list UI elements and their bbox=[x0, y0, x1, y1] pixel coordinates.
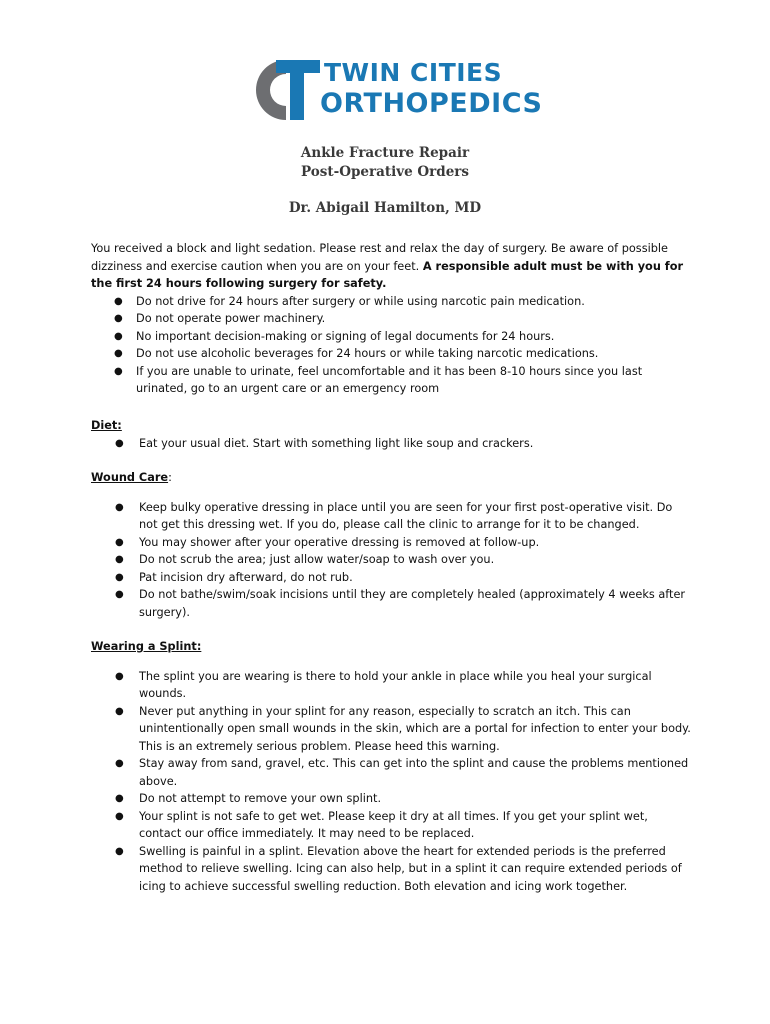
intro-bullet-list bbox=[91, 293, 691, 398]
bullet-icon: ● bbox=[115, 845, 124, 857]
bullet-icon: ● bbox=[115, 758, 124, 769]
doctor-name: Dr. Abigail Hamilton, MD bbox=[288, 200, 482, 216]
list-item-text: Your splint is not safe to get wet. Please keep it dry at all times. If you get your splint wet, contact our office immediately. It may need to be replaced. bbox=[139, 809, 648, 840]
list-item-text: Keep bulky operative dressing in place until you are seen for your first post-operative visit. Do not get this dressing wet. If you do, please call the clinic to arrange for it to be changed. bbox=[139, 500, 673, 531]
splint-bullet-list bbox=[91, 668, 691, 896]
bullet-icon: ● bbox=[114, 330, 123, 342]
diet-section bbox=[91, 417, 691, 452]
list-item bbox=[91, 790, 691, 808]
intro-section bbox=[91, 240, 691, 398]
logo-mark-icon bbox=[252, 58, 322, 122]
document-title: Ankle Fracture Repair bbox=[300, 145, 470, 161]
list-item-text: Stay away from sand, gravel, etc. This can get into the splint and cause the problems mentioned above. bbox=[139, 757, 689, 788]
list-item bbox=[91, 534, 691, 552]
logo-text-line2: ORTHOPEDICS bbox=[320, 88, 543, 119]
list-item bbox=[91, 703, 691, 756]
list-item bbox=[91, 499, 691, 534]
list-item-text: The splint you are wearing is there to hold your ankle in place while you heal your surgical wounds. bbox=[139, 669, 652, 700]
list-item-text: If you are unable to urinate, feel uncomfortable and it has been 8-10 hours since you last urinated, go to an urgent care or an emergency room bbox=[136, 364, 643, 395]
wound-care-section bbox=[91, 469, 691, 621]
bullet-icon: ● bbox=[115, 705, 124, 717]
list-item-text: Swelling is painful in a splint. Elevation above the heart for extended periods is the preferred method to relieve swelling. Icing can also help, but in a splint it can require extended periods of icing to achieve successful swelling reduction. Both elevation and icing work together. bbox=[139, 844, 682, 893]
logo-text-line1: TWIN CITIES bbox=[324, 58, 503, 87]
twin-cities-orthopedics-logo bbox=[252, 58, 543, 122]
wound-care-heading-colon: : bbox=[168, 471, 172, 484]
list-item-text: Do not operate power machinery. bbox=[136, 312, 326, 325]
list-item-text: Do not scrub the area; just allow water/soap to wash over you. bbox=[139, 553, 495, 566]
list-item bbox=[91, 843, 691, 896]
intro-text: You received a block and light sedation. Please rest and relax the day of surgery. Be aware of possible dizziness and exercise caution when you are on your feet. bbox=[91, 242, 668, 273]
list-item-text: Do not use alcoholic beverages for 24 hours or while taking narcotic medications. bbox=[136, 347, 599, 360]
bullet-icon: ● bbox=[115, 589, 124, 600]
bullet-icon: ● bbox=[114, 365, 123, 377]
list-item-text: Do not bathe/swim/soak incisions until they are completely healed (approximately 4 weeks after surgery). bbox=[139, 588, 686, 619]
wound-care-bullet-list bbox=[91, 499, 691, 622]
spacer bbox=[91, 656, 691, 668]
list-item-text: You may shower after your operative dressing is removed at follow-up. bbox=[139, 535, 540, 549]
list-item bbox=[91, 328, 691, 346]
bullet-icon: ● bbox=[115, 670, 124, 682]
list-item bbox=[91, 668, 691, 703]
bullet-icon: ● bbox=[115, 501, 124, 513]
list-item-text: Pat incision dry afterward, do not rub. bbox=[139, 570, 353, 584]
diet-heading: Diet: bbox=[91, 419, 122, 432]
spacer bbox=[91, 487, 691, 499]
list-item bbox=[91, 435, 691, 453]
list-item bbox=[91, 808, 691, 843]
list-item bbox=[91, 293, 691, 311]
list-item-text: Do not attempt to remove your own splint. bbox=[139, 792, 382, 805]
document-subtitle: Post-Operative Orders bbox=[301, 164, 469, 180]
wound-care-heading-text: Wound Care bbox=[91, 471, 169, 484]
list-item-text: No important decision-making or signing of legal documents for 24 hours. bbox=[136, 329, 555, 343]
bullet-icon: ● bbox=[114, 348, 123, 359]
list-item bbox=[91, 586, 691, 621]
list-item bbox=[91, 755, 691, 790]
bullet-icon: ● bbox=[115, 571, 124, 583]
list-item-text: Do not drive for 24 hours after surgery or while using narcotic pain medication. bbox=[136, 294, 585, 308]
list-item-text: Eat your usual diet. Start with something light like soup and crackers. bbox=[139, 436, 534, 450]
intro-paragraph bbox=[91, 240, 691, 293]
bullet-icon: ● bbox=[114, 295, 123, 307]
intro-bold-warning: A responsible adult must be with you for the first 24 hours following surgery for safety. bbox=[91, 259, 684, 290]
bullet-icon: ● bbox=[115, 536, 124, 548]
bullet-icon: ● bbox=[115, 554, 124, 565]
bullet-icon: ● bbox=[115, 810, 124, 822]
list-item-text: Never put anything in your splint for any reason, especially to scratch an itch. This can unintentionally open small wounds in the skin, which are a portal for infection to enter your body. This is an extremely serious problem. Please heed this warning. bbox=[139, 704, 691, 753]
list-item bbox=[91, 363, 691, 398]
list-item bbox=[91, 569, 691, 587]
splint-heading: Wearing a Splint: bbox=[91, 640, 202, 653]
splint-section bbox=[91, 638, 691, 895]
diet-bullet-list bbox=[91, 435, 691, 453]
wound-care-heading bbox=[91, 469, 691, 487]
list-item bbox=[91, 345, 691, 363]
bullet-icon: ● bbox=[114, 313, 123, 324]
bullet-icon: ● bbox=[115, 437, 124, 449]
bullet-icon: ● bbox=[115, 793, 124, 804]
list-item bbox=[91, 310, 691, 328]
list-item bbox=[91, 551, 691, 569]
